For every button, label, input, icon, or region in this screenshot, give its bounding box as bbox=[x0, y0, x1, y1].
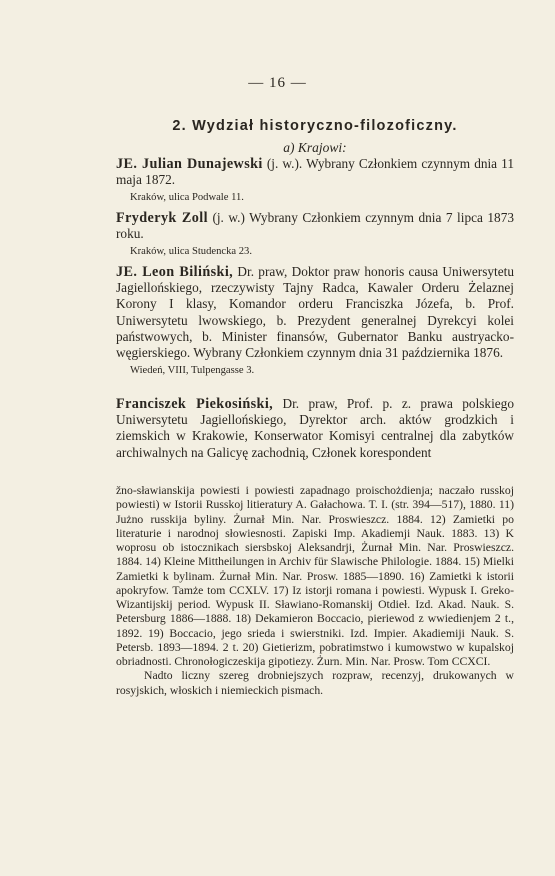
member-description: (j. w.). Wybrany Członkiem czynnym dnia 11 maja 1872. bbox=[116, 156, 514, 188]
member-address: Wiedeń, VIII, Tulpengasse 3. bbox=[130, 365, 255, 377]
member-name: JE. Julian Dunajewski bbox=[116, 156, 263, 172]
member-name: JE. Leon Biliński, bbox=[116, 264, 234, 280]
member-name: Franciszek Piekosiński, bbox=[116, 396, 274, 412]
member-entry-piekosinski bbox=[116, 396, 514, 461]
member-entry-bilinski bbox=[116, 264, 514, 377]
member-description: Dr. praw, Prof. p. z. prawa polskiego Uniwersytetu Jagiellońskiego, Dyrektor arch. aktów grodzkich i ziemskich w Krakowie, Konserwator Komisyi centralnej dla zabytków archiwalnych na Galicyę zachodnią, Członek korespondent bbox=[116, 396, 514, 460]
footnote bbox=[116, 484, 514, 698]
footnote-paragraph: Nadto liczny szereg drobniejszych rozpraw, recenzyj, drukowanych w rosyjskich, włoskich i niemieckich pismach. bbox=[116, 669, 514, 697]
member-name: Fryderyk Zoll bbox=[116, 210, 208, 226]
member-address: Kraków, ulica Studencka 23. bbox=[130, 246, 252, 258]
page-number: — 16 — bbox=[248, 75, 307, 91]
footnote-paragraph: žno-sławianskija powiesti i powiesti zapadnago proischożdienja; naczało russkoj powiesti) w Istorii Russkoj litieratury A. Gałachowa. T. I. (str. 394—517), 1880. 11) Jużno russkija byliny. Żurnał Min. Nar. Proswieszcz. 1884. 12) Zamietki po literaturie i narodnoj słowiesnosti. Zapiski Imp. Akadiemji Nauk. 1883. 13) K woprosu ob istocznikach siersbskoj Aleksandrji, Żurnał Min. Nar. Proswieszcz. 1884. 14) Kleine Mittheilungen in Archiv für Slawische Philologie. 1884. 15) Mielki Zamietki k bylinam. Żurnał Min. Nar. Prosw. 1885—1890. 16) Zamietki k istorii apokryfow. Tamże tom CCXLV. 17) Iz istorji romana i powiesti. Wypusk I. Greko-Wizantijskij period. Wypusk II. Sławiano-Romanskij Otdieł. Izd. Akad. Nauk. S. Petersburg 1886—1888. 18) Dekamieron Boccacio, pieriewod z wwiedienjem 2 t., 1892. 19) Boccacio, jego srieda i swierstniki. Izd. Impier. Akadiemiji Nauk. S. Petersb. 1893—1894. 2 t. 20) Gietierizm, pobratimstwo i kumowstwo w kupalskoj obriadnosti. Chronołogiczeskija gipotiezy. Żurn. Min. Nar. Prosw. Tom CCXCI. bbox=[116, 484, 514, 668]
member-entry-dunajewski bbox=[116, 156, 514, 204]
member-description: (j. w.) Wybrany Członkiem czynnym dnia 7 lipca 1873 roku. bbox=[116, 210, 515, 242]
member-address: Kraków, ulica Podwale 11. bbox=[130, 192, 244, 204]
member-description: Dr. praw, Doktor praw honoris causa Uniwersytetu Jagiellońskiego, rzeczywisty Tajny Radca, Kawaler Orderu Żelaznej Korony I klasy, Komandor orderu Franciszka Józefa, b. Prof. Uniwersytetu lwowskiego, b. Prezydent generalnej Dyrekcyi kolei państwowych, b. Minister finansów, Gubernator Banku austryacko-węgierskiego. Wybrany Członkiem czynnym dnia 31 października 1876. bbox=[116, 264, 515, 361]
section-title: 2. Wydział historyczno-filozoficzny. bbox=[172, 118, 458, 134]
section-subtitle: a) Krajowi: bbox=[283, 140, 347, 155]
member-entry-zoll bbox=[116, 210, 514, 258]
